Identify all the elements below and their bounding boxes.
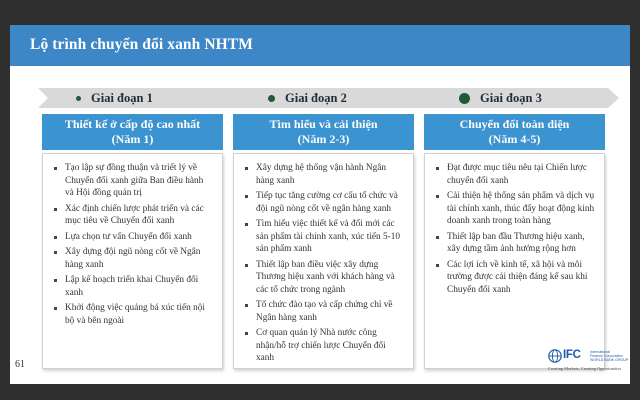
phase-dot-icon <box>459 93 470 104</box>
slide-title: Lộ trình chuyển đổi xanh NHTM <box>30 36 253 53</box>
ifc-logo <box>548 347 628 377</box>
phase-2-card <box>233 153 414 369</box>
logo-subtitle-line: International <box>590 350 610 354</box>
phase-1-heading-years: (Năm 1) <box>111 132 154 146</box>
list-item: Cải thiện hệ thống sản phẩm và dịch vụ tài chính xanh, thúc đẩy hoạt động kinh doanh xanh trong toàn hàng <box>435 190 596 228</box>
list-item: Thiết lập ban điều việc xây dựng Thương hiệu xanh với khách hàng và các tổ chức trong ngành <box>244 259 405 297</box>
phase-1-heading-title: Thiết kế ở cấp độ cao nhất <box>64 117 201 131</box>
list-item: Tiếp tục tăng cường cơ cấu tổ chức và đội ngũ nòng cốt về ngân hàng xanh <box>244 190 405 215</box>
list-item: Tạo lập sự đồng thuận và triết lý về Chuyển đổi xanh giữa Ban điều hành và Hội đồng quản trị <box>53 162 214 200</box>
list-item: Tổ chức đào tạo và cấp chứng chỉ về Ngân hàng xanh <box>244 299 405 324</box>
list-item: Đạt được mục tiêu nêu tại Chiến lược chuyển đổi xanh <box>435 162 596 187</box>
list-item: Các lợi ích về kinh tế, xã hội và môi trường được cải thiện đáng kể sau khi Chuyển đổi xanh <box>435 259 596 297</box>
list-item: Xây dựng đội ngũ nòng cốt về Ngân hàng xanh <box>53 246 214 271</box>
list-item: Cơ quan quản lý Nhà nước công nhận/hỗ trợ chiến lược Chuyển đổi xanh <box>244 327 405 365</box>
phase-1-label-text: Giai đoạn 1 <box>91 90 153 105</box>
phase-2-heading-years: (Năm 2-3) <box>297 132 350 146</box>
list-item: Thiết lập ban đầu Thương hiệu xanh, xây dựng tầm ảnh hưởng rộng hơn <box>435 231 596 256</box>
title-bar <box>10 25 630 66</box>
list-item: Tìm hiểu việc thiết kế và đổi mới các sản phẩm tài chính xanh, xúc tiến 5-10 sản phẩm xanh <box>244 218 405 256</box>
logo-subtitle <box>590 350 630 362</box>
phase-2-label-text: Giai đoạn 2 <box>285 90 347 105</box>
phase-3-heading-title: Chuyển đổi toàn diện <box>459 117 570 131</box>
phase-3-label <box>459 89 542 107</box>
logo-wordmark: IFC <box>563 349 581 361</box>
phase-2-heading <box>233 114 414 150</box>
phase-1-label <box>76 89 153 107</box>
list-item: Lập kế hoạch triển khai Chuyển đổi xanh <box>53 274 214 299</box>
phase-3-heading-years: (Năm 4-5) <box>488 132 541 146</box>
phase-dot-icon <box>268 95 275 102</box>
slide <box>10 25 630 384</box>
phase-3-label-text: Giai đoạn 3 <box>480 90 542 105</box>
phase-3-card <box>424 153 605 369</box>
title-divider <box>10 66 630 70</box>
phase-2-list <box>244 162 405 365</box>
list-item: Khởi động việc quảng bá xúc tiến nội bộ và bên ngoài <box>53 302 214 327</box>
phase-1-list <box>53 162 214 327</box>
list-item: Lựa chọn tư vấn Chuyển đổi xanh <box>53 231 214 244</box>
phase-1-card <box>42 153 223 369</box>
globe-icon <box>548 349 562 363</box>
logo-subtitle-line: Finance Corporation <box>590 354 623 359</box>
phase-3-heading <box>424 114 605 150</box>
phase-3-list <box>435 162 596 296</box>
page-number: 61 <box>15 359 25 370</box>
phase-2-heading-title: Tìm hiểu và cải thiện <box>269 117 378 131</box>
list-item: Xây dựng hệ thống vận hành Ngân hàng xanh <box>244 162 405 187</box>
list-item: Xác định chiến lược phát triển và các mục tiêu về Chuyển đổi xanh <box>53 203 214 228</box>
phase-2-label <box>268 89 347 107</box>
logo-subtitle-line: WORLD BANK GROUP <box>590 358 629 363</box>
logo-tagline: Creating Markets, Creating Opportunities <box>548 366 622 371</box>
phase-1-heading <box>42 114 223 150</box>
phase-dot-icon <box>76 96 81 101</box>
